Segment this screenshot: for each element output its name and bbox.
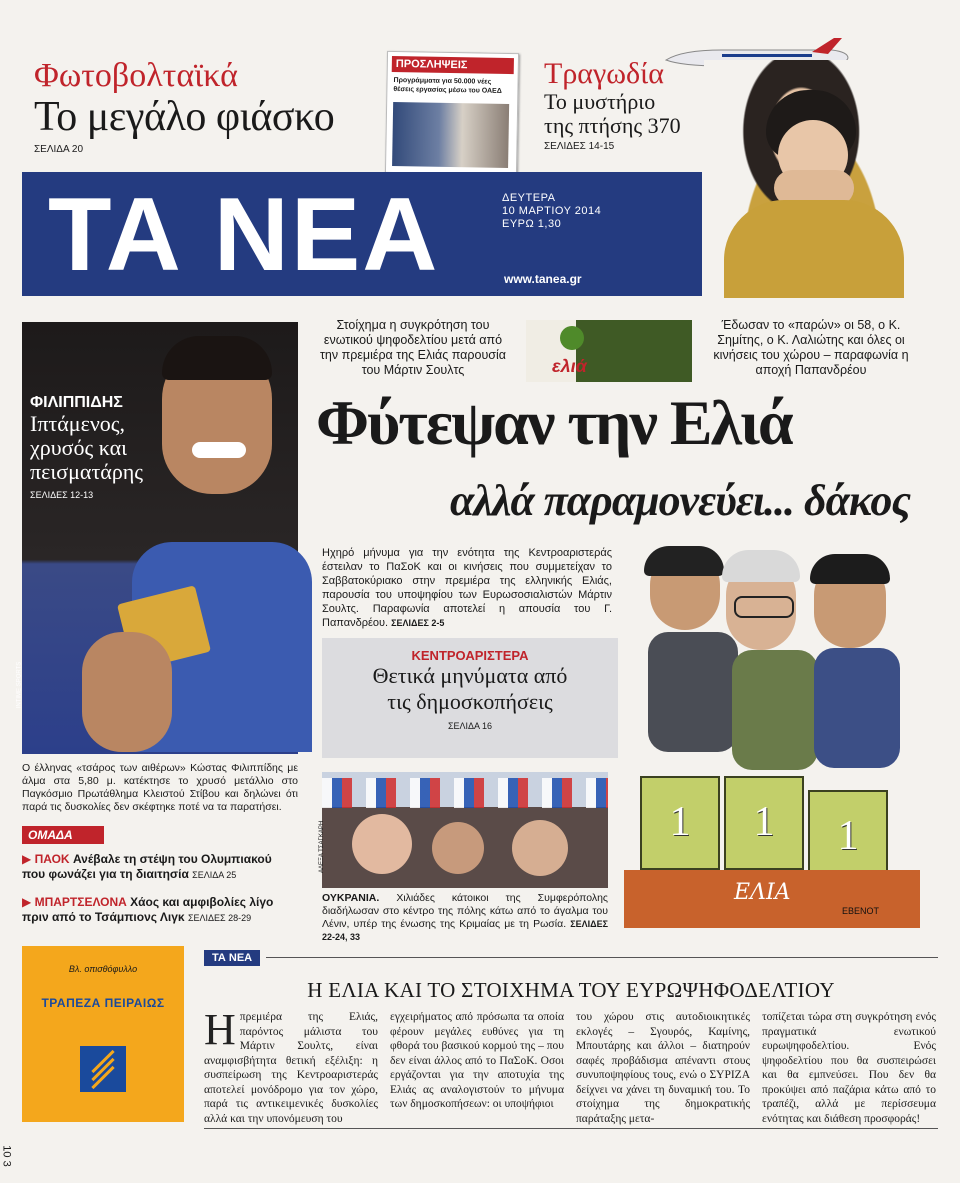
teaser-page-ref: ΣΕΛΙΔΑ 20	[34, 144, 84, 155]
podium-number: 1	[669, 799, 691, 845]
omada-item[interactable]: ▶ ΜΠΑΡΤΣΕΛΟΝΑ Χάος και αμφιβολίες λίγο πριν από το Τσάμπιονς Λιγκ ΣΕΛΙΔΕΣ 28-29	[22, 895, 274, 924]
website-link[interactable]: www.tanea.gr	[504, 272, 582, 286]
ukraine-photo-credit: ΑΛΕΞΑ ΤΣΑΓΚΑΡΗ	[319, 820, 325, 873]
bank-logo-icon	[80, 1046, 126, 1092]
editorial-tag: ΤΑ ΝΕΑ	[204, 950, 260, 966]
editorial-col	[204, 1005, 378, 1126]
issue-price: ΕΥΡΩ 1,30	[502, 218, 562, 230]
lead-subheadline: αλλά παραμονεύει... δάκος	[450, 476, 910, 525]
cartoon-signature: ΕΒΕΝΟΤ	[842, 906, 880, 916]
polls-headline-line: Θετικά μηνύματα από	[372, 663, 568, 688]
editorial-col: τοπίζεται τώρα στη συγκρότηση ενός πραγματικά ενωτικού ευρωψηφοδελτίου. Ενός ψηφοδελτίου που θα συσπειρώσει και θα εμπνεύσει. Που δεν θα προκύψει από παζάρια κάτω από το τραπέζι, αλλά με περίσσευμα ενότητας και διάθεση προσφοράς!	[762, 1011, 936, 1125]
omada-section	[22, 826, 298, 926]
omada-text: Ανέβαλε τη στέψη του Ολυμπιακού που φωνάζει για τη διαιτησία	[22, 852, 272, 881]
teaser-kicker: Φωτοβολταϊκά	[34, 57, 238, 94]
issue-date-text: 10 ΜΑΡΤΙΟΥ 2014	[502, 205, 602, 217]
editorial-col: του χώρου στις αυτοδιοικητικές εκλογές – Σγουρός, Καμίνης, Μπουτάρης και άλλοι – διατηρούν σαφές προβάδισμα απέναντι στους συνυποψηφίους τους, ενώ ο ΣΥΡΙΖΑ δείχνει να χάνει τη δυναμική του. Το στοίχημα της δημοκρατικής παράταξης μετα-	[576, 1011, 750, 1125]
ukraine-caption	[322, 892, 608, 944]
podium-number: 1	[753, 799, 775, 845]
athlete-page-ref: ΣΕΛΙΔΕΣ 12-13	[30, 490, 94, 500]
teaser-headline-line: της πτήσης 370	[544, 113, 681, 138]
bank-advert[interactable]	[22, 946, 184, 1122]
thumb-photo	[392, 102, 509, 168]
editorial-title[interactable]: Η ΕΛΙΑ ΚΑΙ ΤΟ ΣΤΟΙΧΗΜΑ ΤΟΥ ΕΥΡΩΨΗΦΟΔΕΛΤΙΟΥ	[307, 978, 835, 1002]
cartoon-scrawl: ΕΛΙΑ	[734, 880, 791, 905]
podium-number: 1	[837, 813, 859, 859]
editorial-col: εγχειρήματος από πρόσωπα τα οποία φέρουν μεγάλες ευθύνες για τη φθορά του βασικού κορμού της – που δεν είναι άλλος από το ΠαΣοΚ. Οσοι εργάζονται για την αποτυχία της Ελιάς ας αναλογιστούν το μήνυμα των δημοσκοπήσεων: οι υποψήφιοι	[390, 1011, 564, 1110]
ukraine-page-ref: ΣΕΛΙΔΕΣ 22-24, 33	[322, 919, 609, 942]
elia-logo-image[interactable]	[526, 320, 692, 382]
lead-headline[interactable]: Φύτεψαν την Ελιά	[316, 387, 792, 458]
margin-note: 10 3	[0, 1145, 13, 1167]
omada-text: Χάος και αμφιβολίες λίγο πριν από το Τσάμπιονς Λιγκ	[22, 895, 274, 924]
editorial-body	[204, 1005, 938, 1126]
ukraine-caption-text: Χιλιάδες κάτοικοι της Συμφερόπολης διαδήλωσαν στο κέντρο της πόλης κάτω από το άγαλμα του Λένιν, υπέρ της ένωσης της Κριμαίας με τη Ρωσία.	[322, 892, 608, 930]
thumb-caption: Προγράμματα για 50.000 νέες θέσεις εργασίας μέσω του ΟΑΕΔ	[393, 76, 502, 95]
omada-team: ΠΑΟΚ	[34, 852, 70, 866]
podium-cube	[808, 790, 888, 880]
lead-page-ref: ΣΕΛΙΔΕΣ 2-5	[391, 618, 445, 628]
podium-cube	[724, 776, 804, 870]
athlete-caption: Ο έλληνας «τσάρος των αιθέρων» Κώστας Φιλιππίδης με άλμα στα 5,80 μ. κατέκτησε το χρυσό μετάλλιο στο Παγκόσμιο Πρωτάθλημα Κλειστού Στίβου και δηλώνει ότι παρά τις δυσκολίες δεν σκέφτηκε ποτέ να τα παρατήσει.	[22, 762, 298, 813]
top-center-thumbnail[interactable]	[385, 51, 519, 175]
editorial-dropcap: Η	[204, 1005, 236, 1054]
political-cartoon[interactable]	[614, 540, 924, 930]
ad-brand: ΤΡΑΠΕΖΑ ΠΕΙΡΑΙΩΣ	[41, 996, 165, 1010]
crying-woman-photo	[704, 60, 920, 298]
editorial-rule	[266, 957, 938, 958]
omada-label: ΟΜΑΔΑ	[22, 826, 104, 844]
omada-item[interactable]: ▶ ΠΑΟΚ Ανέβαλε τη στέψη του Ολυμπιακού που φωνάζει για τη διαιτησία ΣΕΛΙΔΑ 25	[22, 852, 272, 881]
lead-body-text: Ηχηρό μήνυμα για την ενότητα της Κεντροαριστεράς έστειλαν το ΠαΣοΚ και οι κινήσεις που συμμετείχαν το Σαββατοκύριακο στην πρεμιέρα της ελληνικής Ελιάς, παρουσία του υποψηφίου των Ευρωσοσιαλιστών Μάρτιν Σουλτς. Παραφωνία αποτελεί η απουσία του Γ. Παπανδρέου.	[322, 547, 612, 629]
ukraine-lead: ΟΥΚΡΑΝΙΑ.	[322, 892, 380, 904]
polls-box[interactable]	[322, 638, 618, 758]
polls-headline-line: τις δημοσκοπήσεις	[387, 689, 553, 714]
photo-credit: INTIME SPORTS	[16, 661, 23, 709]
omada-team: ΜΠΑΡΤΣΕΛΟΝΑ	[34, 895, 127, 909]
lead-deck-left: Στοίχημα η συγκρότηση του ενωτικού ψηφοδελτίου μετά από την πρεμιέρα της Ελιάς παρουσία του Μάρτιν Σουλτς	[319, 318, 507, 377]
ukraine-photo[interactable]	[322, 772, 608, 888]
lead-body	[322, 546, 612, 630]
athlete-name: ΦΙΛΙΠΠΙΔΗΣ	[30, 394, 123, 411]
teaser-kicker: Τραγωδία	[544, 57, 664, 90]
polls-page-ref: ΣΕΛΙΔΑ 16	[447, 721, 493, 731]
ad-note: Βλ. οπισθόφυλλο	[68, 964, 138, 974]
editorial-bottom-rule	[204, 1128, 938, 1129]
elia-logo-text: ελιά	[552, 356, 587, 376]
teaser-page-ref: ΣΕΛΙΔΕΣ 14-15	[544, 141, 615, 152]
athlete-title-line: Ιπτάμενος,	[30, 411, 125, 436]
podium-cube	[640, 776, 720, 870]
athlete-photo[interactable]	[16, 322, 298, 754]
athlete-title-line: χρυσός και	[30, 435, 128, 460]
top-left-teaser[interactable]	[34, 58, 374, 155]
teaser-headline-line: Το μυστήριο	[544, 89, 656, 114]
omada-page: ΣΕΛΙΔΕΣ 28-29	[187, 913, 252, 923]
newspaper-logo[interactable]: ΤΑ ΝΕΑ	[48, 177, 440, 293]
athlete-title-block[interactable]	[30, 394, 180, 500]
polls-kicker: ΚΕΝΤΡΟΑΡΙΣΤΕΡΑ	[411, 648, 529, 663]
athlete-title-line: πεισματάρης	[30, 459, 144, 484]
thumb-banner: ΠΡΟΣΛΗΨΕΙΣ	[392, 56, 514, 74]
editorial-col-text: πρεμιέρα της Ελιάς, παρόντος μάλιστα του Μάρτιν Σουλτς, είναι αναμφισβήτητα θετική εξέλιξη: η συσπείρωση της Κεντροαριστεράς αποτελεί μονόδρομο για τον χώρο, παρά τις αντικειμενικές δυσκολίες αλλά και την υπονόμευση του	[204, 1011, 378, 1125]
masthead	[22, 172, 702, 296]
omada-page: ΣΕΛΙΔΑ 25	[192, 870, 237, 880]
lead-deck-right: Έδωσαν το «παρών» οι 58, ο Κ. Σημίτης, ο Κ. Λαλιώτης και όλες οι κινήσεις του χώρου – παραφωνία η αποχή Παπανδρέου	[713, 318, 909, 377]
teaser-headline: Το μεγάλο φιάσκο	[34, 94, 335, 140]
issue-date	[502, 192, 601, 231]
issue-day: ΔΕΥΤΕΡΑ	[502, 192, 556, 204]
